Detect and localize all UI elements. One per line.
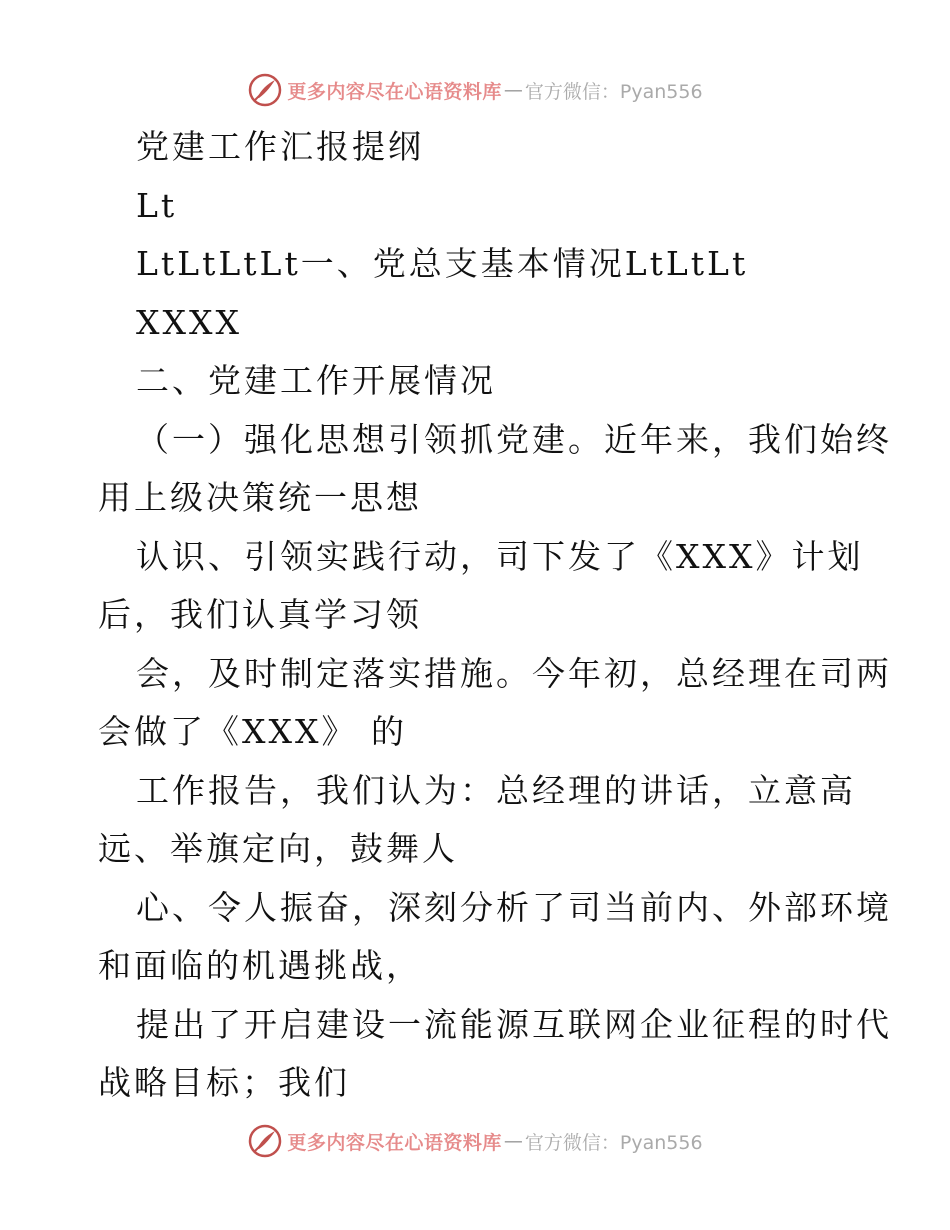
footer-watermark [0,1121,950,1161]
document-line: 会，及时制定落实措施。今年初，总经理在司两 [136,653,892,693]
document-line: 二、党建工作开展情况 [136,361,496,400]
document-line: 和面临的机遇挑战， [98,946,422,985]
document-line: （一）强化思想引领抓党建。近年来，我们始终 [136,419,892,459]
watermark-dash: — [503,79,523,101]
document-line: 用上级决策统一思想 [98,478,422,517]
document-line: LtLtLtLt一、党总支基本情况LtLtLt [136,244,749,283]
watermark-wechat-text: 官方微信：Pyan556 [524,1131,703,1154]
header-watermark [0,70,950,110]
document-line: 认识、引领实践行动，司下发了《XXX》计划 [136,536,864,576]
watermark-dash: — [503,1130,523,1152]
document-line: XXXX [136,302,242,342]
watermark-site-text: 更多内容尽在心语资料库 [287,1131,502,1154]
watermark-wechat-text: 官方微信：Pyan556 [524,80,703,103]
quill-logo-icon [247,72,283,108]
document-line: 党建工作汇报提纲 [136,127,424,166]
document-line: 会做了《XXX》 的 [98,712,407,751]
quill-logo-icon [247,1123,283,1159]
document-line: 后，我们认真学习领 [98,595,422,634]
document-line: 心、令人振奋，深刻分析了司当前内、外部环境 [136,887,892,927]
document-body [98,118,892,1113]
document-line: 提出了开启建设一流能源互联网企业征程的时代 [136,1004,892,1044]
watermark-site-text: 更多内容尽在心语资料库 [287,80,502,103]
document-line: 远、举旗定向，鼓舞人 [98,829,458,868]
document-line: Lt [136,185,178,225]
document-line: 工作报告，我们认为：总经理的讲话，立意高 [136,770,856,810]
document-line: 战略目标；我们 [98,1063,350,1102]
